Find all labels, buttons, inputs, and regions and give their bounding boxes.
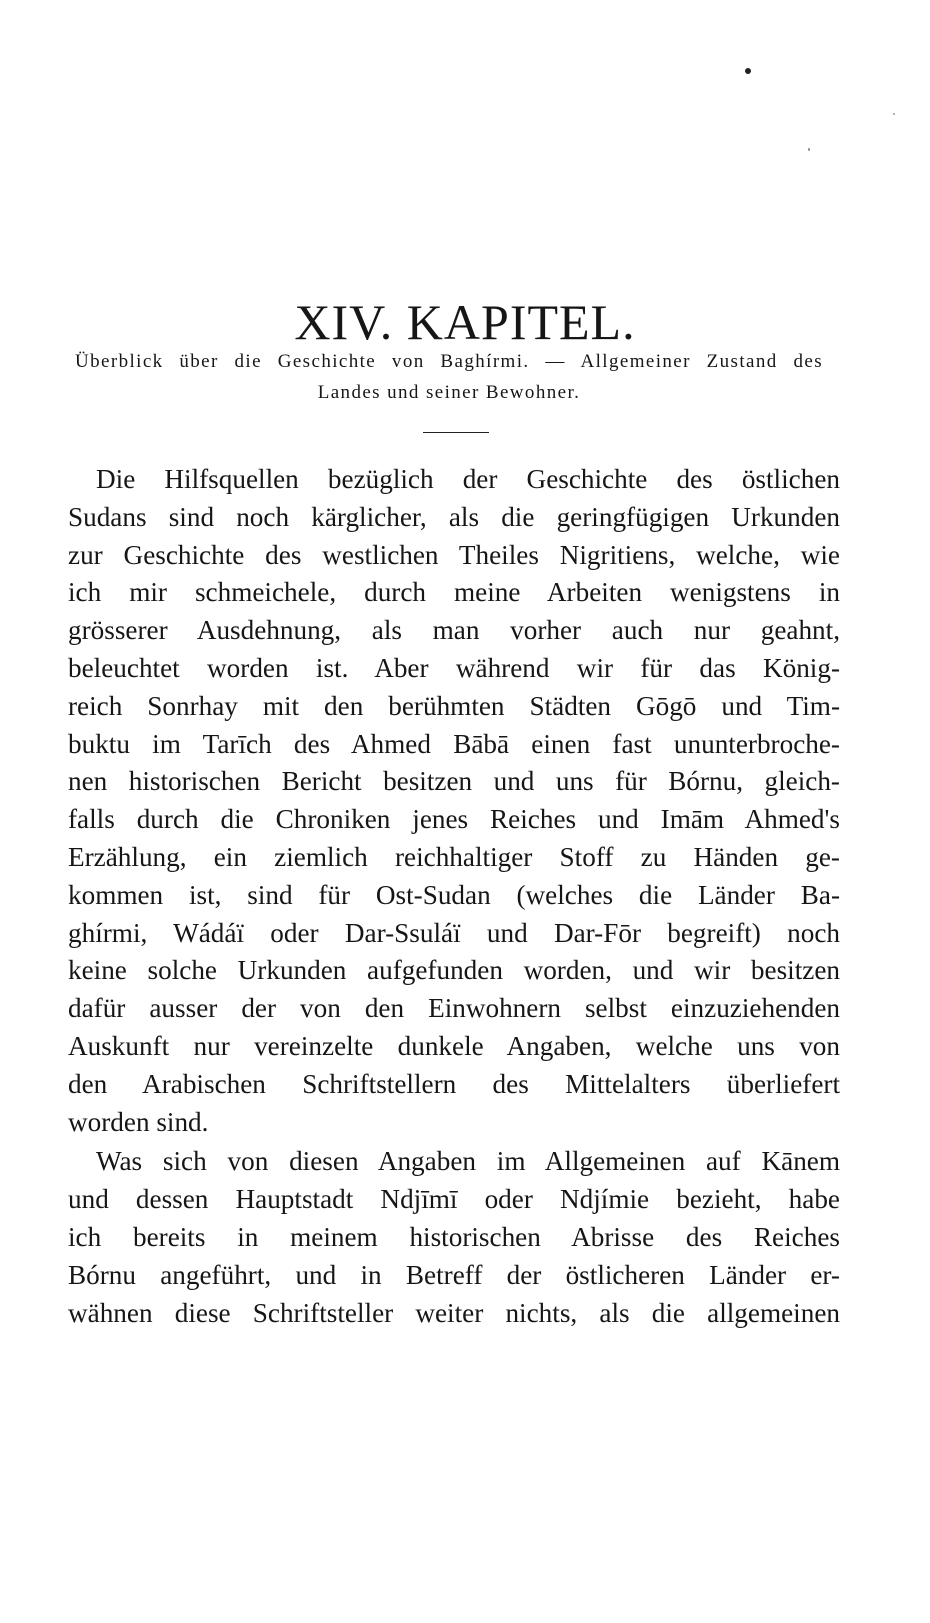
text-line: Die Hilfsquellen bezüglich der Geschichte des östlichen (96, 464, 840, 494)
text-line: keine solche Urkunden aufgefunden worden, und wir besitzen (68, 955, 840, 986)
text-line: reich Sonrhay mit den berühmten Städten Gōgō und Tim- (68, 690, 840, 721)
paragraph-2 (68, 1143, 840, 1332)
text-line: buktu im Tarīch des Ahmed Bābā einen fast ununterbroche- (68, 728, 840, 759)
text-line: dafür ausser der von den Einwohnern selbst einzuziehenden (68, 993, 840, 1024)
chapter-body (68, 461, 840, 1332)
text-line: nen historischen Bericht besitzen und uns für Bórnu, gleich- (68, 766, 840, 797)
text-line: wähnen diese Schriftsteller weiter nichts, als die allgemeinen (68, 1297, 840, 1328)
text-line: zur Geschichte des westlichen Theiles Nigritiens, welche, wie (68, 539, 840, 570)
subtitle-line: Landes und seiner Bewohner. (317, 382, 581, 403)
print-speck (808, 148, 810, 151)
text-line: Bórnu angeführt, und in Betreff der östlicheren Länder er- (68, 1259, 840, 1290)
text-line: Auskunft nur vereinzelte dunkele Angaben, welche uns von (68, 1030, 840, 1061)
chapter-subtitle (75, 346, 823, 408)
print-speck (745, 68, 751, 74)
text-line: Erzählung, ein ziemlich reichhaltiger Stoff zu Händen ge- (68, 841, 840, 872)
text-line: den Arabischen Schriftstellern des Mittelalters überliefert (68, 1068, 840, 1099)
subtitle-line: Überblick über die Geschichte von Baghírmi. — Allgemeiner Zustand des (75, 351, 823, 372)
section-divider (423, 432, 489, 433)
text-line: Was sich von diesen Angaben im Allgemeinen auf Kānem (96, 1146, 840, 1177)
text-line: und dessen Hauptstadt Ndjīmī oder Ndjímie bezieht, habe (68, 1184, 840, 1215)
paragraph-1 (68, 461, 840, 1141)
text-line: beleuchtet worden ist. Aber während wir für das König- (68, 652, 840, 683)
text-line: kommen ist, sind für Ost-Sudan (welches die Länder Ba- (68, 879, 840, 910)
text-line: worden sind. (68, 1106, 209, 1137)
text-line: falls durch die Chroniken jenes Reiches und Imām Ahmed's (68, 804, 840, 835)
text-line: Sudans sind noch kärglicher, als die geringfügigen Urkunden (68, 501, 840, 532)
text-line: ich mir schmeichele, durch meine Arbeiten wenigstens in (68, 577, 840, 608)
chapter-title: XIV. KAPITEL. (294, 294, 636, 350)
text-line: ghírmi, Wádáï oder Dar-Ssuláï und Dar-Fōr begreift) noch (68, 917, 840, 948)
text-line: ich bereits in meinem historischen Abrisse des Reiches (68, 1221, 840, 1252)
print-speck (893, 113, 895, 115)
text-line: grösserer Ausdehnung, als man vorher auch nur geahnt, (68, 615, 840, 646)
